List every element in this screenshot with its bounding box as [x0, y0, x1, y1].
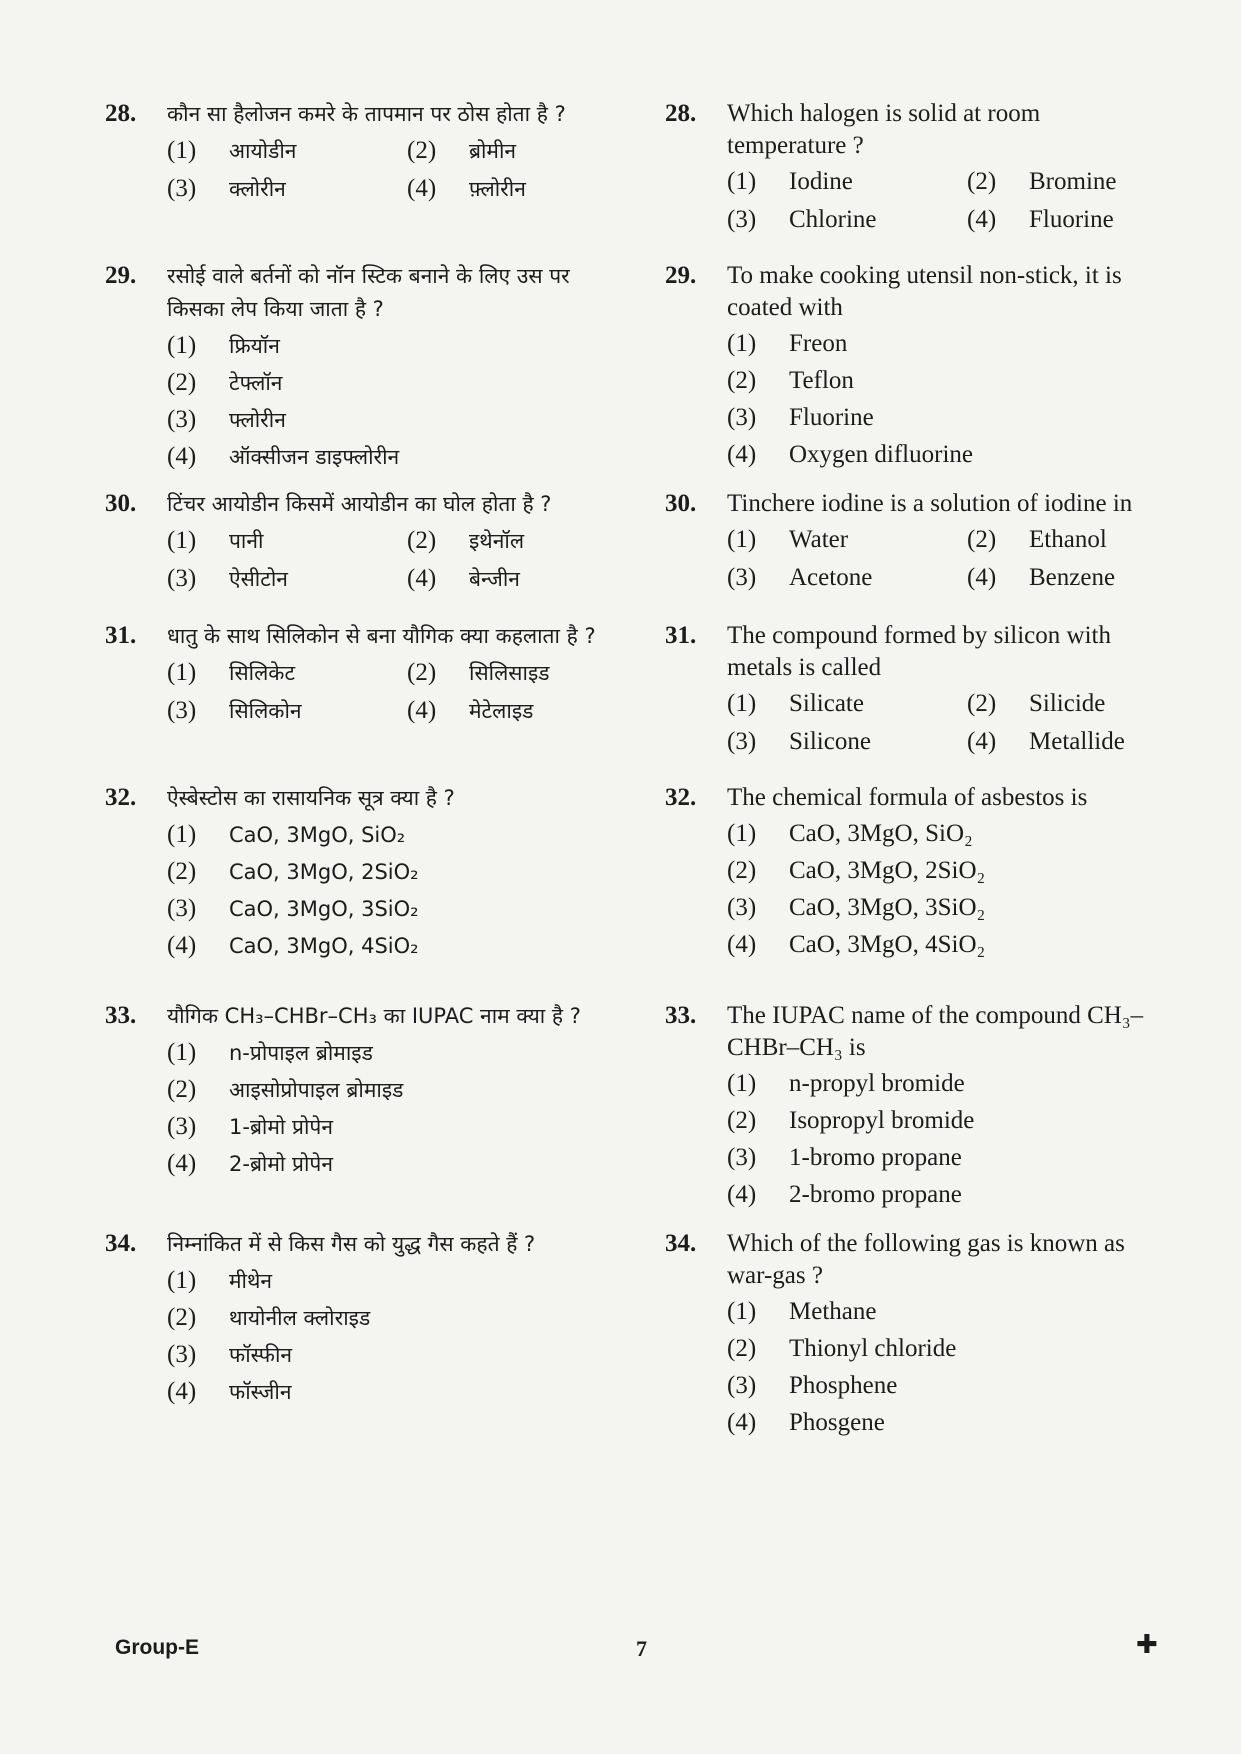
- question-number: 30.: [665, 490, 697, 517]
- hindi-question-32: [105, 782, 625, 962]
- option-3: [727, 1370, 1165, 1402]
- option-3: [727, 204, 967, 236]
- question-number: 30.: [105, 490, 137, 517]
- english-question-29: [665, 260, 1165, 471]
- option-number: (3): [727, 728, 757, 755]
- option-number: (1): [167, 821, 197, 848]
- option-4: [727, 1407, 1165, 1439]
- option-text: Silicate: [789, 690, 864, 717]
- option-4: [167, 1376, 625, 1408]
- question-number: 32.: [665, 784, 697, 811]
- hindi-question-33: [105, 1000, 625, 1180]
- option-2: [407, 657, 627, 689]
- option-number: (2): [967, 168, 997, 195]
- option-number: (3): [727, 206, 757, 233]
- option-number: (1): [727, 820, 757, 847]
- option-text: सिलिकेट: [229, 661, 296, 685]
- option-3: [727, 402, 1165, 434]
- option-text: पानी: [229, 529, 264, 553]
- option-4: [727, 1179, 1165, 1211]
- option-text: 2-bromo propane: [789, 1181, 962, 1208]
- option-2: [407, 525, 627, 557]
- option-1: [167, 819, 625, 851]
- hindi-question-28: [105, 98, 625, 205]
- option-3: [167, 1339, 625, 1371]
- option-number: (4): [967, 728, 997, 755]
- options-list: [167, 1037, 625, 1180]
- option-number: (4): [407, 697, 437, 724]
- option-text: CaO, 3MgO, 4SiO₂: [229, 934, 419, 958]
- question-number: 34.: [105, 1230, 137, 1257]
- option-3: [727, 726, 967, 758]
- option-1: [167, 330, 625, 362]
- option-text: टेफ्लॉन: [229, 371, 283, 395]
- option-2: [727, 1333, 1165, 1365]
- option-text: Silicide: [1029, 690, 1106, 717]
- option-number: (1): [727, 1298, 757, 1325]
- option-text: Benzene: [1029, 564, 1116, 591]
- option-text: Silicone: [789, 728, 871, 755]
- option-number: (3): [167, 565, 197, 592]
- option-number: (2): [407, 137, 437, 164]
- option-3: [167, 695, 407, 727]
- option-text: n-propyl bromide: [789, 1070, 965, 1097]
- option-4: [167, 441, 625, 473]
- option-number: (4): [407, 565, 437, 592]
- option-number: (4): [167, 932, 197, 959]
- option-4: [967, 726, 1187, 758]
- option-number: (2): [167, 1076, 197, 1103]
- option-text: CaO, 3MgO, 3SiO₂: [789, 894, 986, 921]
- question-text: रसोई वाले बर्तनों को नॉन स्टिक बनाने के लिए उस पर किसका लेप किया जाता है ?: [167, 264, 570, 321]
- option-text: CaO, 3MgO, 2SiO₂: [229, 860, 419, 884]
- option-number: (2): [727, 1335, 757, 1362]
- option-text: Ethanol: [1029, 526, 1107, 553]
- option-number: (3): [167, 697, 197, 724]
- options-list: [727, 818, 1165, 961]
- option-text: CaO, 3MgO, SiO₂: [229, 823, 406, 847]
- english-question-31: [665, 620, 1165, 758]
- option-number: (3): [167, 1341, 197, 1368]
- option-2: [167, 367, 625, 399]
- option-number: (4): [727, 931, 757, 958]
- option-number: (2): [167, 369, 197, 396]
- option-3: [727, 1142, 1165, 1174]
- question-text: निम्नांकित में से किस गैस को युद्ध गैस कहते हैं ?: [167, 1232, 536, 1256]
- option-text: आइसोप्रोपाइल ब्रोमाइड: [229, 1078, 404, 1102]
- option-number: (3): [727, 894, 757, 921]
- option-text: Oxygen difluorine: [789, 441, 973, 468]
- option-2: [407, 135, 627, 167]
- option-number: (4): [967, 206, 997, 233]
- option-number: (3): [167, 895, 197, 922]
- option-number: (3): [167, 406, 197, 433]
- option-4: [727, 929, 1165, 961]
- option-text: Thionyl chloride: [789, 1335, 957, 1362]
- options-list: [167, 330, 625, 473]
- option-number: (3): [167, 175, 197, 202]
- option-1: [167, 135, 407, 167]
- option-text: n-प्रोपाइल ब्रोमाइड: [229, 1041, 373, 1065]
- option-text: Isopropyl bromide: [789, 1107, 975, 1134]
- english-question-33: [665, 1000, 1165, 1211]
- option-4: [967, 562, 1187, 594]
- options-list: [167, 819, 625, 962]
- option-number: (1): [727, 690, 757, 717]
- hindi-question-29: [105, 260, 625, 473]
- option-text: फ़्लोरीन: [469, 177, 526, 201]
- option-1: [727, 1296, 1165, 1328]
- option-2: [167, 856, 625, 888]
- question-number: 34.: [665, 1230, 697, 1257]
- option-number: (1): [727, 330, 757, 357]
- hindi-question-30: [105, 488, 625, 595]
- option-2: [727, 1105, 1165, 1137]
- option-2: [727, 365, 1165, 397]
- option-text: Methane: [789, 1298, 877, 1325]
- option-text: Fluorine: [1029, 206, 1114, 233]
- option-3: [727, 892, 1165, 924]
- options-list: [167, 525, 625, 595]
- option-text: Water: [789, 526, 849, 553]
- question-text: कौन सा हैलोजन कमरे के तापमान पर ठोस होता है ?: [167, 102, 566, 126]
- option-text: बेन्जीन: [469, 567, 520, 591]
- option-number: (2): [727, 857, 757, 884]
- option-number: (4): [967, 564, 997, 591]
- registration-mark-icon: ✚: [1136, 1630, 1158, 1659]
- question-number: 28.: [105, 100, 137, 127]
- option-text: 1-bromo propane: [789, 1144, 962, 1171]
- option-3: [167, 404, 625, 436]
- english-question-30: [665, 488, 1165, 594]
- option-2: [167, 1074, 625, 1106]
- page-number: 7: [636, 1636, 647, 1661]
- option-text: Metallide: [1029, 728, 1125, 755]
- option-number: (2): [167, 858, 197, 885]
- option-1: [727, 688, 967, 720]
- option-text: इथेनॉल: [469, 529, 525, 553]
- options-list: [167, 657, 625, 727]
- option-number: (4): [727, 441, 757, 468]
- option-3: [167, 173, 407, 205]
- option-3: [167, 1111, 625, 1143]
- option-number: (2): [407, 527, 437, 554]
- option-3: [727, 562, 967, 594]
- option-1: [727, 524, 967, 556]
- option-text: फ्रियॉन: [229, 334, 280, 358]
- english-question-32: [665, 782, 1165, 961]
- option-number: (4): [727, 1181, 757, 1208]
- option-number: (3): [727, 1144, 757, 1171]
- option-number: (3): [167, 1113, 197, 1140]
- question-number: 31.: [665, 622, 697, 649]
- options-list: [727, 328, 1165, 471]
- option-number: (3): [727, 1372, 757, 1399]
- option-number: (4): [167, 1378, 197, 1405]
- option-text: 1-ब्रोमो प्रोपेन: [229, 1115, 334, 1139]
- option-text: ऑक्सीजन डाइफ्लोरीन: [229, 445, 400, 469]
- question-text: The compound formed by silicon with metals is called: [727, 622, 1111, 681]
- option-4: [407, 563, 627, 595]
- options-list: [727, 524, 1165, 594]
- option-number: (4): [407, 175, 437, 202]
- option-text: क्लोरीन: [229, 177, 286, 201]
- question-text: धातु के साथ सिलिकोन से बना यौगिक क्या कहलाता है ?: [167, 624, 596, 648]
- option-text: सिलिसाइड: [469, 661, 550, 685]
- option-1: [167, 525, 407, 557]
- question-text: Tinchere iodine is a solution of iodine in: [727, 490, 1133, 517]
- option-number: (4): [167, 1150, 197, 1177]
- option-1: [167, 1265, 625, 1297]
- option-text: Fluorine: [789, 404, 874, 431]
- question-number: 29.: [665, 262, 697, 289]
- question-text: To make cooking utensil non-stick, it is coated with: [727, 262, 1122, 321]
- option-text: Phosgene: [789, 1409, 885, 1436]
- option-number: (2): [967, 690, 997, 717]
- group-label: Group-E: [115, 1636, 199, 1659]
- option-number: (2): [167, 1304, 197, 1331]
- question-number: 31.: [105, 622, 137, 649]
- question-text: Which halogen is solid at room temperature ?: [727, 100, 1041, 159]
- option-4: [407, 695, 627, 727]
- question-text: The IUPAC name of the compound CH₃–CHBr–CH₃ is: [727, 1002, 1144, 1061]
- option-text: Iodine: [789, 168, 853, 195]
- option-4: [727, 439, 1165, 471]
- question-number: 29.: [105, 262, 137, 289]
- question-text: The chemical formula of asbestos is: [727, 784, 1088, 811]
- hindi-question-31: [105, 620, 625, 727]
- option-number: (1): [167, 1039, 197, 1066]
- option-2: [167, 1302, 625, 1334]
- option-4: [167, 930, 625, 962]
- option-4: [167, 1148, 625, 1180]
- option-text: Bromine: [1029, 168, 1117, 195]
- option-3: [167, 563, 407, 595]
- option-1: [727, 818, 1165, 850]
- option-text: Freon: [789, 330, 848, 357]
- option-number: (1): [727, 1070, 757, 1097]
- option-text: फ्लोरीन: [229, 408, 286, 432]
- option-text: ऐसीटोन: [229, 567, 288, 591]
- option-number: (2): [967, 526, 997, 553]
- question-text: Which of the following gas is known as war-gas ?: [727, 1230, 1125, 1289]
- option-text: फॉस्फीन: [229, 1343, 293, 1367]
- question-text: टिंचर आयोडीन किसमें आयोडीन का घोल होता है ?: [167, 492, 552, 516]
- option-text: सिलिकोन: [229, 699, 302, 723]
- option-1: [727, 166, 967, 198]
- option-4: [967, 204, 1187, 236]
- option-text: ब्रोमीन: [469, 139, 517, 163]
- option-text: Phosphene: [789, 1372, 898, 1399]
- option-number: (1): [167, 659, 197, 686]
- option-text: मेटेलाइड: [469, 699, 534, 723]
- option-number: (4): [727, 1409, 757, 1436]
- option-text: थायोनील क्लोराइड: [229, 1306, 371, 1330]
- option-number: (2): [727, 367, 757, 394]
- question-text: यौगिक CH₃–CHBr–CH₃ का IUPAC नाम क्या है ?: [167, 1004, 581, 1028]
- option-number: (3): [727, 564, 757, 591]
- option-text: 2-ब्रोमो प्रोपेन: [229, 1152, 334, 1176]
- options-list: [727, 166, 1165, 236]
- option-text: Chlorine: [789, 206, 877, 233]
- option-number: (1): [167, 527, 197, 554]
- option-number: (2): [407, 659, 437, 686]
- option-3: [167, 893, 625, 925]
- options-list: [167, 1265, 625, 1408]
- option-number: (2): [727, 1107, 757, 1134]
- question-number: 32.: [105, 784, 137, 811]
- option-2: [967, 524, 1187, 556]
- english-question-34: [665, 1228, 1165, 1439]
- question-text: ऐस्बेस्टोस का रासायनिक सूत्र क्या है ?: [167, 786, 455, 810]
- question-number: 28.: [665, 100, 697, 127]
- question-number: 33.: [105, 1002, 137, 1029]
- options-list: [727, 688, 1165, 758]
- option-number: (1): [167, 137, 197, 164]
- option-4: [407, 173, 627, 205]
- option-text: फॉस्जीन: [229, 1380, 292, 1404]
- option-1: [167, 1037, 625, 1069]
- option-number: (1): [727, 526, 757, 553]
- options-list: [727, 1296, 1165, 1439]
- option-1: [167, 657, 407, 689]
- option-number: (1): [727, 168, 757, 195]
- option-text: आयोडीन: [229, 139, 297, 163]
- option-text: CaO, 3MgO, 4SiO₂: [789, 931, 986, 958]
- option-2: [727, 855, 1165, 887]
- option-text: Teflon: [789, 367, 854, 394]
- option-1: [727, 328, 1165, 360]
- option-number: (4): [167, 443, 197, 470]
- option-1: [727, 1068, 1165, 1100]
- question-number: 33.: [665, 1002, 697, 1029]
- option-2: [967, 166, 1187, 198]
- option-text: CaO, 3MgO, 3SiO₂: [229, 897, 419, 921]
- english-question-28: [665, 98, 1165, 236]
- option-text: CaO, 3MgO, SiO₂: [789, 820, 973, 847]
- option-number: (1): [167, 332, 197, 359]
- option-number: (1): [167, 1267, 197, 1294]
- option-2: [967, 688, 1187, 720]
- option-number: (3): [727, 404, 757, 431]
- option-text: Acetone: [789, 564, 873, 591]
- options-list: [167, 135, 625, 205]
- option-text: CaO, 3MgO, 2SiO₂: [789, 857, 986, 884]
- options-list: [727, 1068, 1165, 1211]
- hindi-question-34: [105, 1228, 625, 1408]
- option-text: मीथेन: [229, 1269, 273, 1293]
